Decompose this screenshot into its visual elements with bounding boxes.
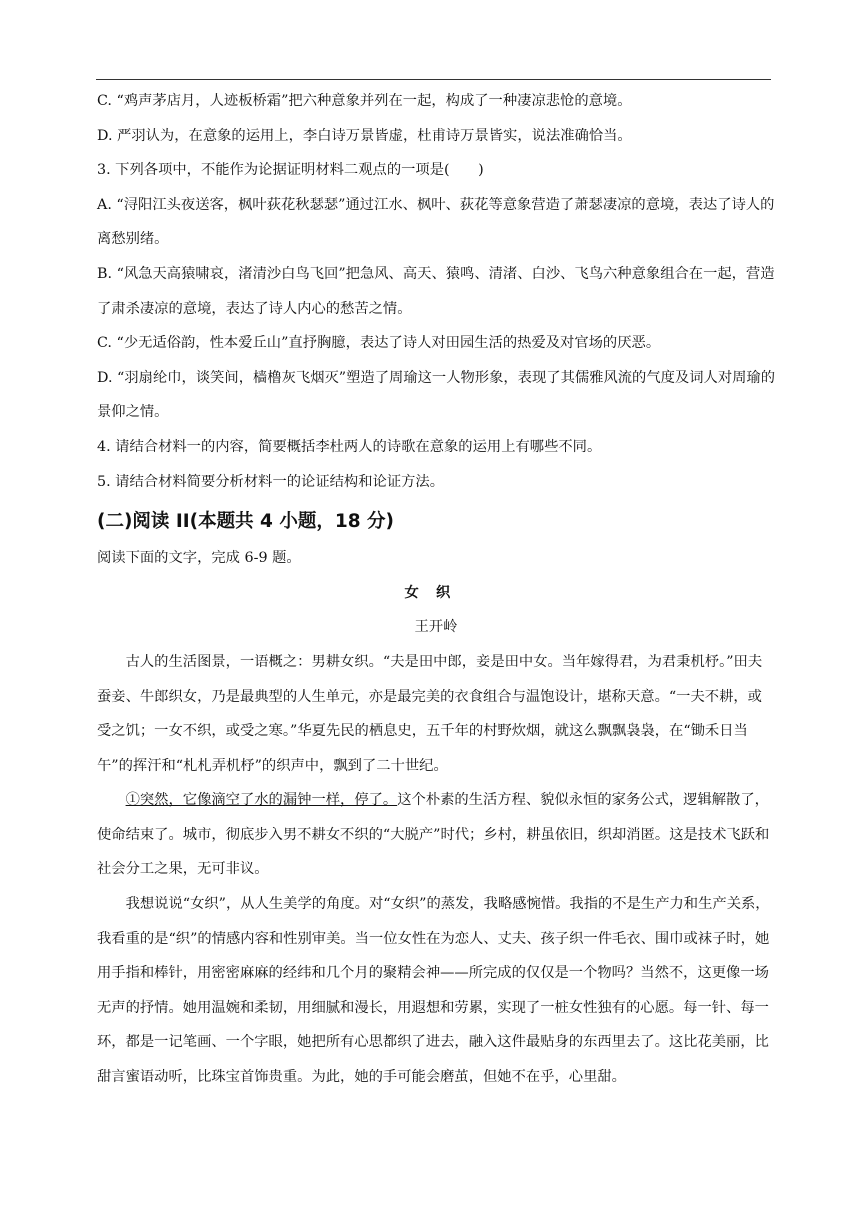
question-4: 4. 请结合材料一的内容，简要概括李杜两人的诗歌在意象的运用上有哪些不同。 bbox=[97, 438, 602, 455]
paragraph-2 bbox=[97, 783, 775, 887]
question-3: 3. 下列各项中，不能作为论据证明材料二观点的一项是( ) bbox=[97, 162, 484, 179]
option-d-q2: D. 严羽认为，在意象的运用上，李白诗万景皆虚，杜甫诗万景皆实，说法准确恰当。 bbox=[97, 127, 632, 144]
underlined-sentence-1: ①突然，它像滴空了水的漏钟一样，停了。 bbox=[125, 792, 398, 809]
article-author: 王开岭 bbox=[414, 619, 458, 636]
option-c-q2: C. “鸡声茅店月，人迹板桥霜”把六种意象并列在一起，构成了一种凄凉悲怆的意境。 bbox=[97, 93, 632, 109]
option-a-q3: A. “浔阳江头夜送客，枫叶荻花秋瑟瑟”通过江水、枫叶、荻花等意象营造了萧瑟凄凉的意境，表达了诗人的离愁别绪。 bbox=[97, 196, 775, 248]
header-rule bbox=[96, 79, 771, 80]
paragraph-3: 我想说说“女织”，从人生美学的角度。对“女织”的蒸发，我略感惋惜。我指的不是生产力和生产关系，我看重的是“织”的情感内容和性别审美。当一位女性在为恋人、丈夫、孩子织一件毛衣、围巾或袜子时，她用手指和棒针，用密密麻麻的经纬和几个月的聚精会神——所完成的仅仅是一个物吗？当然不，这更像一场无声的抒情。她用温婉和柔韧，用细腻和漫长，用遐想和劳累，实现了一桩女性独有的心愿。每一针、每一环，都是一记笔画、一个字眼，她把所有心思都织了进去，融入这件最贴身的东西里去了。这比花美丽，比甜言蜜语动听，比珠宝首饰贵重。为此，她的手可能会磨茧，但她不在乎，心里甜。 bbox=[97, 896, 770, 1086]
paragraph-1: 古人的生活图景，一语概之：男耕女织。“夫是田中郎，妾是田中女。当年嫁得君，为君秉机杼。”田夫蚕妾、牛郎织女，乃是最典型的人生单元，亦是最完美的衣食组合与温饱设计，堪称天意。“一夫不耕，或受之饥；一女不织，或受之寒。”华夏先民的栖息史，五千年的村野炊烟，就这么飘飘袅袅，在“锄禾日当午”的挥汗和“札札弄机杼”的织声中，飘到了二十世纪。 bbox=[97, 653, 763, 774]
paragraph-2-rest: 这个朴素的生活方程、貌似永恒的家务公式，逻辑解散了，使命结束了。城市，彻底步入男不耕女不织的“大脱产”时代；乡村，耕虽依旧，织却消匿。这是技术飞跃和社会分工之果，无可非议。 bbox=[97, 792, 770, 878]
option-c-q3: C. “少无适俗韵，性本爱丘山”直抒胸臆，表达了诗人对田园生活的热爱及对官场的厌恶。 bbox=[97, 335, 661, 352]
article-title: 女织 bbox=[404, 584, 468, 601]
reading-instruction: 阅读下面的文字，完成 6-9 题。 bbox=[97, 550, 301, 567]
section-heading: (二)阅读 II(本题共 4 小题，18 分) bbox=[97, 511, 394, 533]
page-content bbox=[97, 84, 775, 1095]
question-5: 5. 请结合材料简要分析材料一的论证结构和论证方法。 bbox=[97, 473, 445, 490]
option-b-q3: B. “风急天高猿啸哀，渚清沙白鸟飞回”把急风、高天、猿鸣、清渚、白沙、飞鸟六种意象组合在一起，营造了肃杀凄凉的意境，表达了诗人内心的愁苦之情。 bbox=[97, 265, 775, 317]
option-d-q3: D. “羽扇纶巾，谈笑间，樯橹灰飞烟灭”塑造了周瑜这一人物形象，表现了其儒雅风流的气度及词人对周瑜的景仰之情。 bbox=[97, 369, 776, 421]
